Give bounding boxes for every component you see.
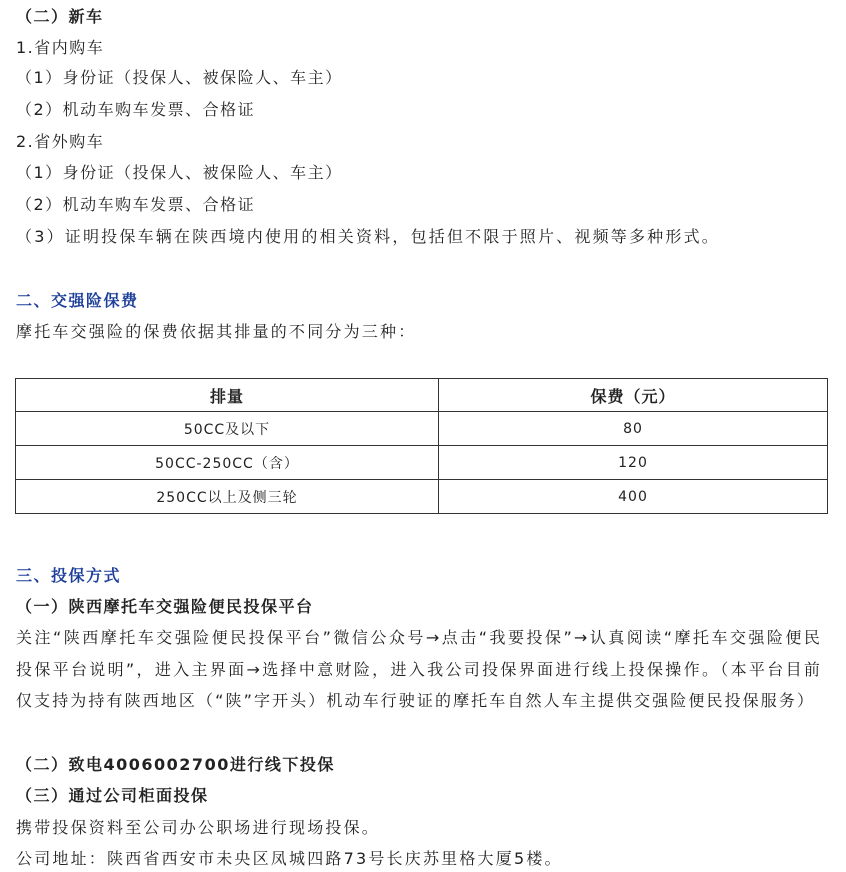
out-province-title: 2.省外购车	[16, 132, 105, 151]
displacement-cell: 50CC-250CC（含）	[16, 446, 439, 480]
out-province-item: （1）身份证（投保人、被保险人、车主）	[16, 163, 343, 182]
header-displacement: 排量	[16, 379, 439, 412]
new-car-heading: （二）新车	[16, 7, 104, 26]
counter-method-text: 携带投保资料至公司办公职场进行现场投保。	[16, 818, 381, 837]
header-premium: 保费（元）	[439, 379, 828, 412]
premium-cell: 80	[439, 412, 828, 446]
counter-method-title: （三）通过公司柜面投保	[16, 786, 209, 805]
phone-method-title: （二）致电4006002700进行线下投保	[16, 755, 335, 774]
table-row	[16, 480, 828, 514]
table-row	[16, 446, 828, 480]
premium-cell: 120	[439, 446, 828, 480]
in-province-title: 1.省内购车	[16, 38, 105, 57]
premium-cell: 400	[439, 480, 828, 514]
online-platform-text: 关注“陕西摩托车交强险便民投保平台”微信公众号→点击“我要投保”→认真阅读“摩托车交强险便民投保平台说明”，进入主界面→选择中意财险，进入我公司投保界面进行线上投保操作。（本平台目前仅支持为持有陕西地区（“陕”字开头）机动车行驶证的摩托车自然人车主提供交强险便民投保服务）	[16, 628, 822, 710]
methods-heading: 三、投保方式	[16, 566, 122, 585]
table-header-row	[16, 379, 828, 412]
out-province-item: （2）机动车购车发票、合格证	[16, 195, 256, 214]
online-platform-title: （一）陕西摩托车交强险便民投保平台	[16, 597, 314, 616]
company-address: 公司地址：陕西省西安市未央区凤城四路73号长庆苏里格大厦5楼。	[16, 849, 563, 868]
premium-intro: 摩托车交强险的保费依据其排量的不同分为三种：	[16, 322, 417, 341]
premium-table	[15, 378, 828, 514]
in-province-item: （2）机动车购车发票、合格证	[16, 100, 256, 119]
displacement-cell: 50CC及以下	[16, 412, 439, 446]
in-province-item: （1）身份证（投保人、被保险人、车主）	[16, 68, 343, 87]
out-province-item: （3）证明投保车辆在陕西境内使用的相关资料，包括但不限于照片、视频等多种形式。	[16, 227, 720, 246]
table-row	[16, 412, 828, 446]
premium-heading: 二、交强险保费	[16, 291, 139, 310]
displacement-cell: 250CC以上及侧三轮	[16, 480, 439, 514]
